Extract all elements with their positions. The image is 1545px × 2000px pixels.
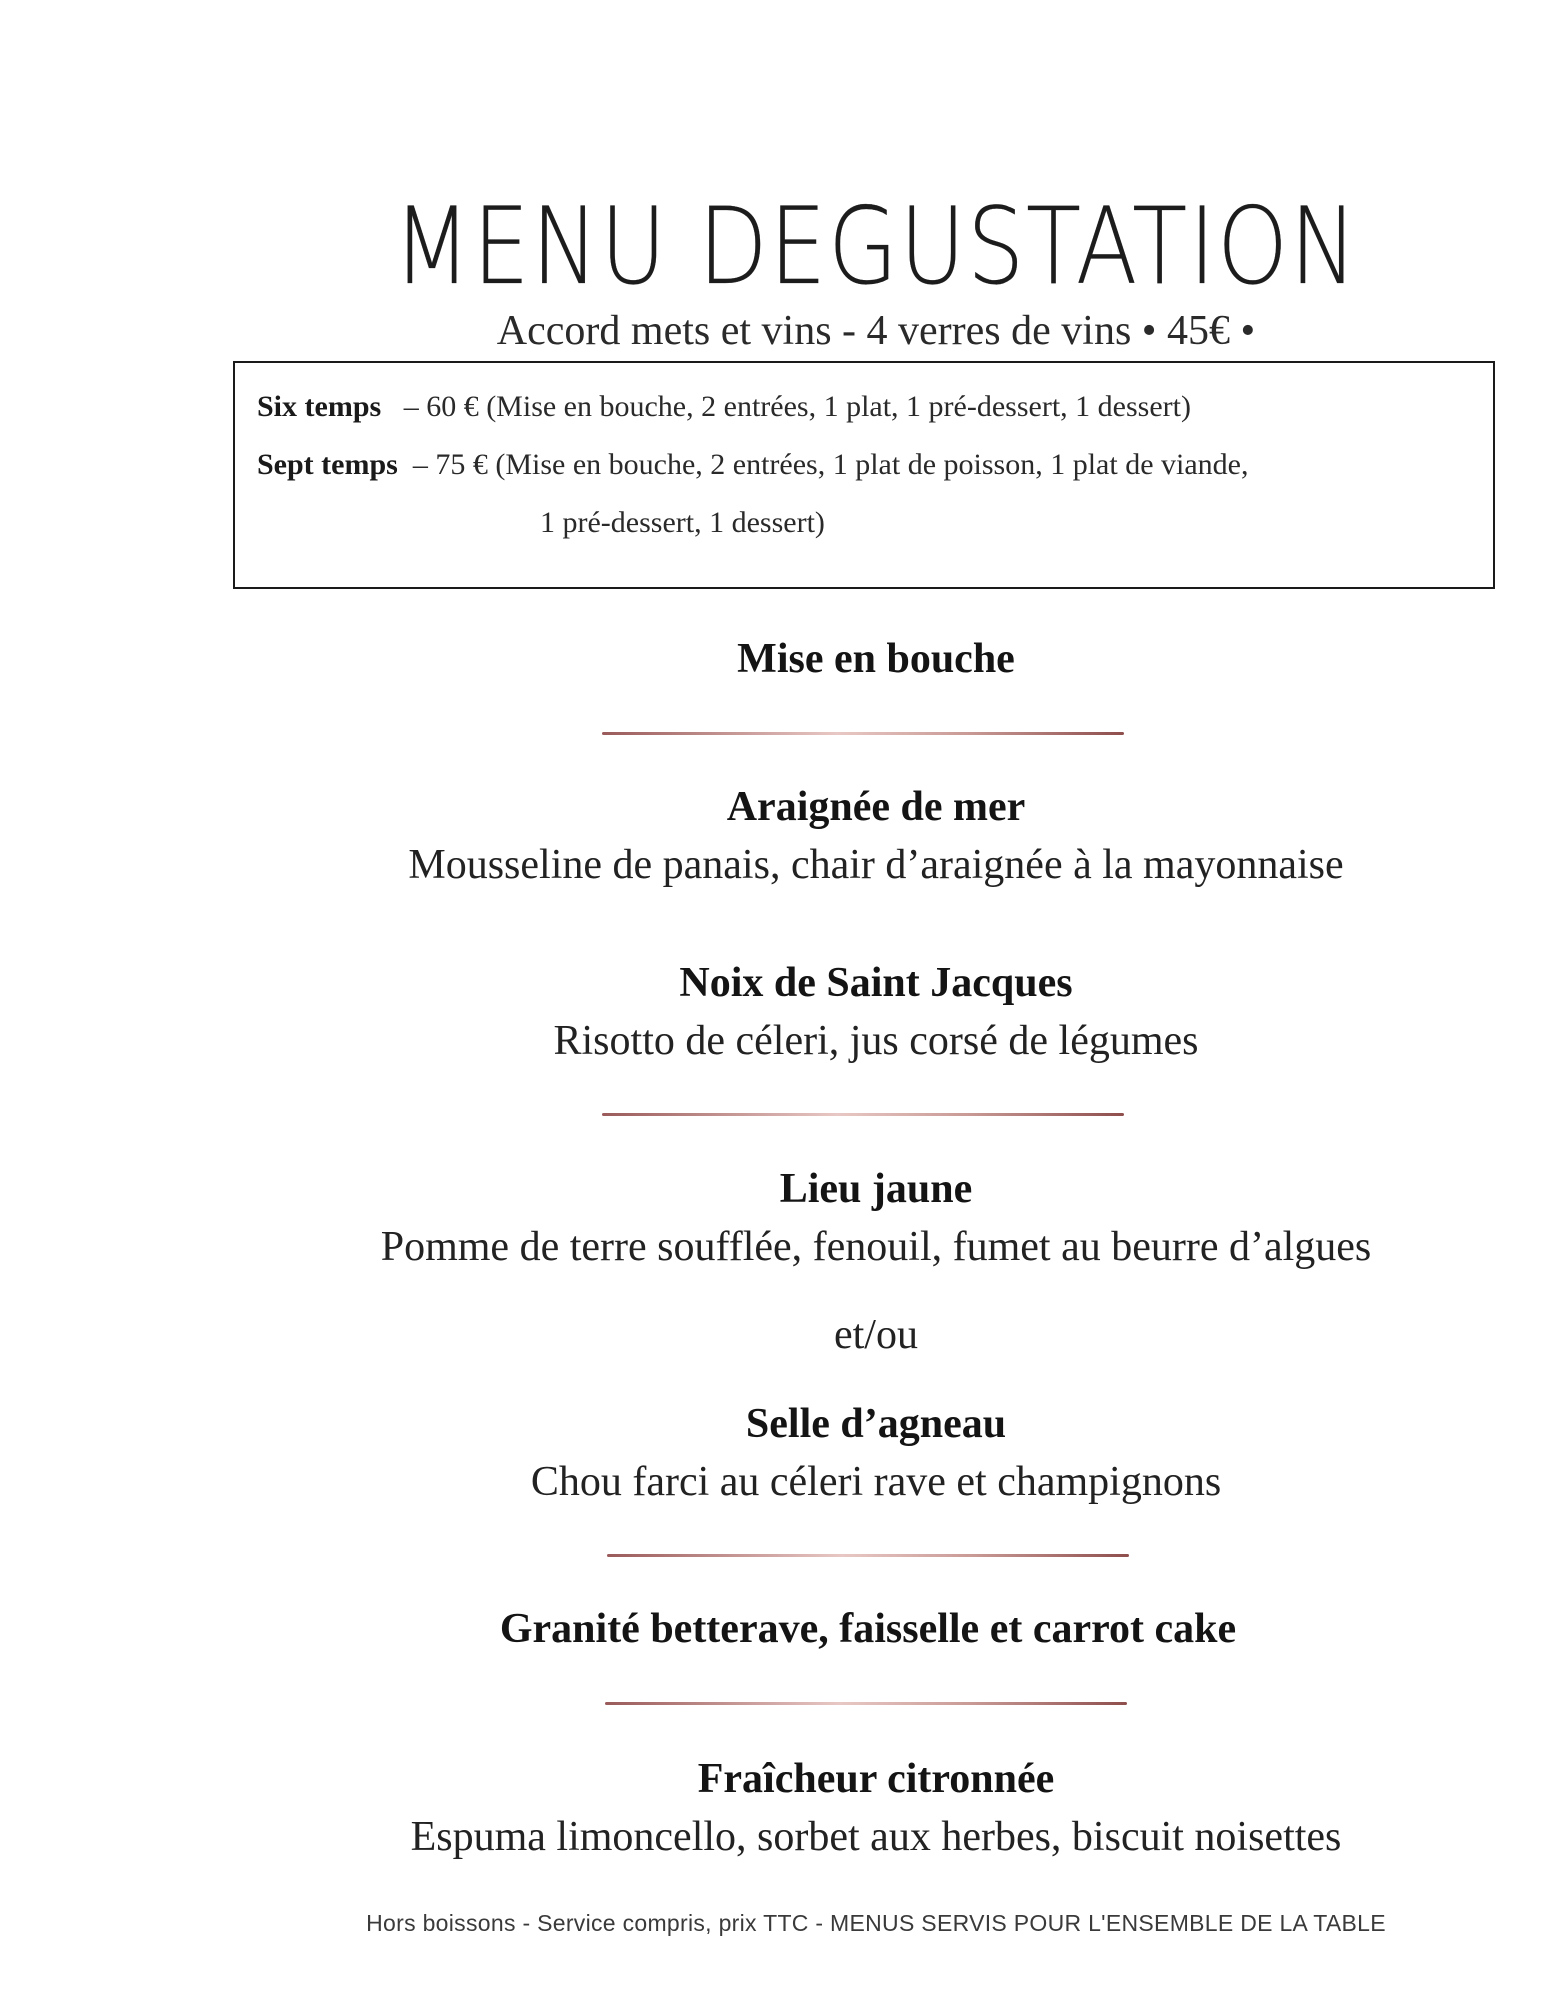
course-fraicheur-title: Fraîcheur citronnée xyxy=(697,1756,1055,1802)
page-title: MENU DEGUSTATION xyxy=(393,185,1359,308)
price-box xyxy=(233,361,1495,589)
divider-4 xyxy=(605,1702,1127,1705)
course-noix-desc: Risotto de céleri, jus corsé de légumes xyxy=(553,1018,1199,1064)
course-araignee-desc: Mousseline de panais, chair d’araignée à la mayonnaise xyxy=(408,842,1344,888)
wine-pairing-subtitle: Accord mets et vins - 4 verres de vins • 45€ • xyxy=(496,308,1256,354)
course-fraicheur-desc: Espuma limoncello, sorbet aux herbes, biscuit noisettes xyxy=(410,1814,1342,1860)
course-araignee-title: Araignée de mer xyxy=(726,784,1026,830)
course-lieu-desc: Pomme de terre soufflée, fenouil, fumet au beurre d’algues xyxy=(380,1224,1372,1270)
course-noix-title: Noix de Saint Jacques xyxy=(679,960,1073,1006)
course-granite-title: Granité betterave, faisselle et carrot cake xyxy=(499,1606,1237,1652)
price-sept-temps xyxy=(257,445,1248,485)
price-sept-detail: – 75 € (Mise en bouche, 2 entrées, 1 plat de poisson, 1 plat de viande, xyxy=(412,448,1249,481)
course-lieu-title: Lieu jaune xyxy=(779,1166,973,1212)
course-selle-desc: Chou farci au céleri rave et champignons xyxy=(530,1459,1222,1505)
price-sept-detail-continued: 1 pré-dessert, 1 dessert) xyxy=(540,506,825,539)
course-selle-title: Selle d’agneau xyxy=(745,1401,1007,1447)
divider-3 xyxy=(607,1554,1129,1557)
divider-1 xyxy=(602,732,1124,735)
course-mise-en-bouche-title: Mise en bouche xyxy=(737,636,1015,682)
price-six-label: Six temps xyxy=(257,390,382,423)
course-et-ou: et/ou xyxy=(834,1312,918,1358)
footer-note: Hors boissons - Service compris, prix TTC - MENUS SERVIS POUR L'ENSEMBLE DE LA TABLE xyxy=(366,1910,1386,1936)
divider-2 xyxy=(602,1113,1124,1116)
price-six-temps xyxy=(257,387,1191,427)
price-sept-label: Sept temps xyxy=(257,448,398,481)
price-six-detail: – 60 € (Mise en bouche, 2 entrées, 1 plat, 1 pré-dessert, 1 dessert) xyxy=(403,390,1191,423)
